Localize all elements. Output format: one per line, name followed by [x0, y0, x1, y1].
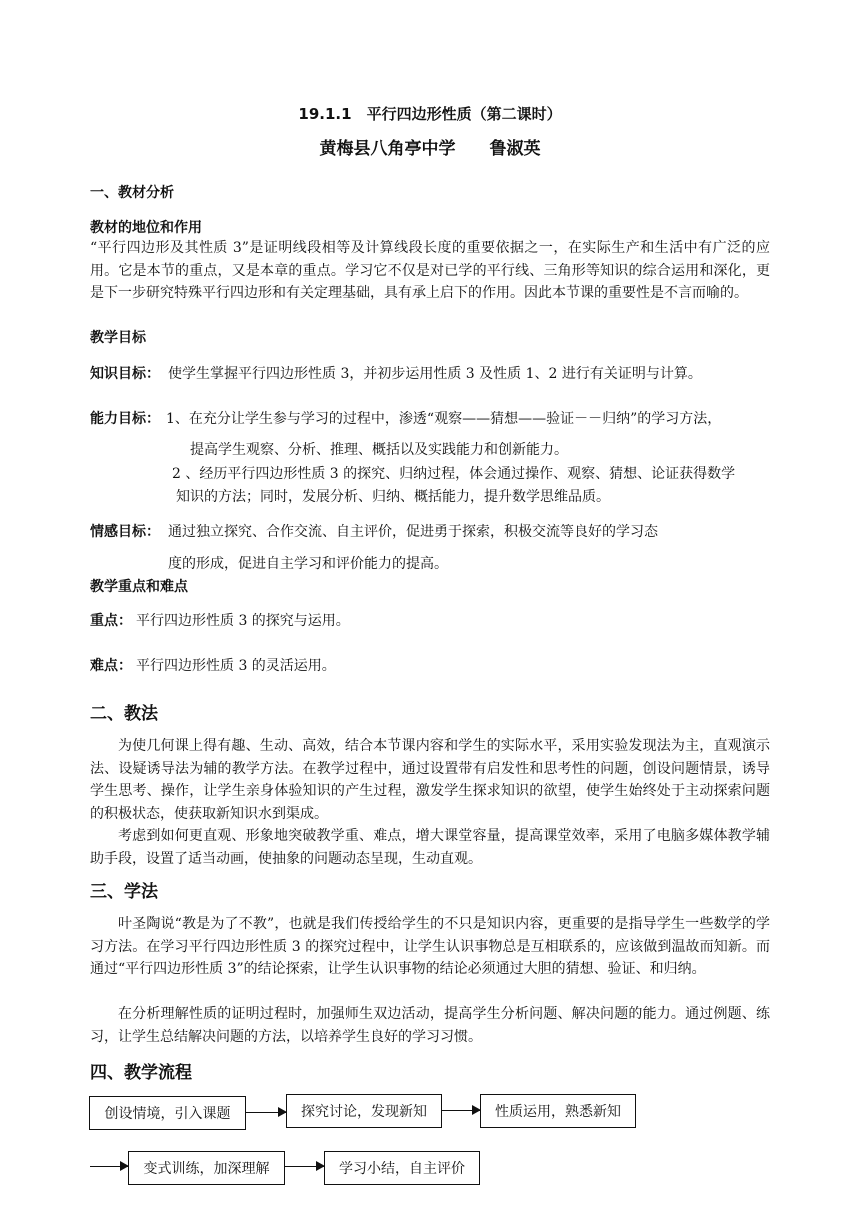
- flow-arrow-1: [246, 1112, 286, 1113]
- key-point-text: 平行四边形性质 3 的探究与运用。: [136, 613, 350, 629]
- section-heading-textbook-analysis: 一、教材分析: [90, 185, 174, 201]
- paragraph-learning-method-2: 在分析理解性质的证明过程时，加强师生双边活动，提高学生分析问题、解决问题的能力。通过例题、练习，让学生总结解决问题的方法，以培养学生良好的学习习惯。: [90, 1006, 770, 1045]
- difficult-point-label: 难点：: [90, 658, 132, 674]
- section-heading-teaching-flow: 四、教学流程: [90, 1063, 192, 1083]
- section-heading-teaching-method: 二、教法: [90, 704, 158, 724]
- paragraph-teaching-method-1: 为使几何课上得有趣、生动、高效，结合本节课内容和学生的实际水平，采用实验发现法为主，直观演示法、设疑诱导法为辅的教学方法。在教学过程中，通过设置带有启发性和思考性的问题，创设问题情景，诱导学生思考、操作，让学生亲身体验知识的产生过程，激发学生探求知识的欲望，使学生始终处于主动探索问题的积极状态，使获取新知识水到渠成。: [90, 738, 770, 822]
- subheading-teaching-goals: 教学目标: [90, 330, 146, 346]
- flow-arrow-4: [285, 1166, 324, 1167]
- flow-step-5: 学习小结，自主评价: [324, 1151, 480, 1185]
- ability-goal-line-1a: 1、在充分让学生参与学习的过程中，渗透“观察——猜想——验证－－归纳”的学习方法，: [166, 411, 722, 427]
- flow-step-3: 性质运用，熟悉新知: [480, 1094, 636, 1128]
- ability-goal-line-2b: 知识的方法；同时，发展分析、归纳、概括能力，提升数学思维品质。: [176, 489, 610, 505]
- emotion-goal-label: 情感目标：: [90, 524, 160, 540]
- flow-arrow-3: [90, 1166, 128, 1167]
- key-point-label: 重点：: [90, 613, 132, 629]
- subheading-position-role: 教材的地位和作用: [90, 220, 202, 236]
- section-heading-learning-method: 三、学法: [90, 882, 158, 902]
- flow-step-4: 变式训练，加深理解: [128, 1151, 285, 1185]
- paragraph-teaching-method-2: 考虑到如何更直观、形象地突破教学重、难点，增大课堂容量，提高课堂效率，采用了电脑多媒体教学辅助手段，设置了适当动画，使抽象的问题动态呈现，生动直观。: [90, 828, 770, 867]
- ability-goal-label: 能力目标：: [90, 411, 160, 427]
- flow-arrow-2: [442, 1110, 480, 1111]
- flow-step-2: 探究讨论，发现新知: [286, 1094, 442, 1128]
- subheading-key-difficult: 教学重点和难点: [90, 579, 188, 595]
- ability-goal-line-1b: 提高学生观察、分析、推理、概括以及实践能力和创新能力。: [190, 442, 568, 458]
- emotion-goal-line-b: 度的形成，促进自主学习和评价能力的提高。: [168, 556, 448, 572]
- document-title: 19.1.1 平行四边形性质（第二课时）: [298, 105, 562, 123]
- knowledge-goal-label: 知识目标：: [90, 366, 160, 382]
- knowledge-goal-text: 使学生掌握平行四边形性质 3，并初步运用性质 3 及性质 1、2 进行有关证明与计算。: [168, 366, 702, 382]
- emotion-goal-line-a: 通过独立探究、合作交流、自主评价，促进勇于探索，积极交流等良好的学习态: [168, 524, 658, 540]
- flow-step-1: 创设情境，引入课题: [89, 1096, 246, 1130]
- paragraph-position-role: “平行四边形及其性质 3”是证明线段相等及计算线段长度的重要依据之一，在实际生产和生活中有广泛的应用。它是本节的重点，又是本章的重点。学习它不仅是对已学的平行线、三角形等知识的综合运用和深化，更是下一步研究特殊平行四边形和有关定理基础，具有承上启下的作用。因此本节课的重要性是不言而喻的。: [90, 240, 770, 301]
- paragraph-learning-method-1: 叶圣陶说“教是为了不教”，也就是我们传授给学生的不只是知识内容，更重要的是指导学生一些数学的学习方法。在学习平行四边形性质 3 的探究过程中，让学生认识事物总是互相联系的，应该做到温故而知新。而通过“平行四边形性质 3”的结论探索，让学生认识事物的结论必须通过大胆的猜想、验证、和归纳。: [90, 916, 770, 977]
- school-and-author: 黄梅县八角亭中学 鲁淑英: [319, 139, 541, 159]
- difficult-point-text: 平行四边形性质 3 的灵活运用。: [136, 658, 336, 674]
- ability-goal-line-2a: 2 、经历平行四边形性质 3 的探究、归纳过程，体会通过操作、观察、猜想、论证获得数学: [172, 466, 736, 482]
